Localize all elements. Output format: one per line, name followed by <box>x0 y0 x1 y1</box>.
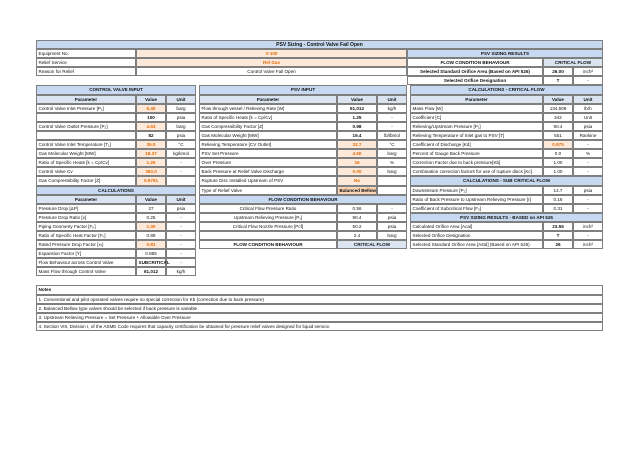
table-row <box>36 131 603 140</box>
parameter-label: Control Valve Inlet Temperature [T₁] <box>36 140 136 149</box>
area-value: 26.00 <box>543 67 573 76</box>
parameter-label: Relieving/Upstream Pressure [P₁] <box>410 122 543 131</box>
parameter-label: Upstream Relieving Pressure [P₁] <box>199 213 337 222</box>
parameter-unit: barg <box>377 231 407 240</box>
parameter-unit: barg <box>166 122 196 131</box>
parameter-label: Combination correction factors for use of rupture discs [Kc] <box>410 167 543 176</box>
col-value: Value <box>543 95 573 104</box>
note-item: 2. Balanced Bellow type valves should be selected if back pressure is variable <box>36 304 603 313</box>
table-row <box>36 249 603 258</box>
parameter-unit: inch² <box>573 222 603 231</box>
top-row-3 <box>36 67 603 76</box>
parameter-label: FLOW CONDITION BEHAVIOUR <box>199 240 337 249</box>
parameter-value: 61,012 <box>136 267 166 276</box>
col-parameter: Parameter <box>36 95 136 104</box>
calc-critical-title: CALCULATIONS - CRITICAL FLOW <box>410 85 603 94</box>
parameter-label: Gas Molecular Weight [MW] <box>199 131 337 140</box>
col-unit: Unit <box>573 95 603 104</box>
parameter-label: Ratio of Specific Heat Factor [Fₖ] <box>36 231 136 240</box>
parameter-unit: barg <box>377 149 407 158</box>
parameter-value: 1.00 <box>543 167 573 176</box>
sheet-title: PSV Sizing - Control Valve Fail Open <box>36 40 603 49</box>
psv-input-title: PSV INPUT <box>199 85 407 94</box>
reason-value[interactable]: Control Valve Fail Open <box>136 67 407 76</box>
parameter-label: PSV Set Pressure <box>199 149 337 158</box>
parameter-unit: psia <box>166 204 196 213</box>
parameter-value[interactable]: 0.975 <box>543 140 573 149</box>
parameter-label: Coefficient [C] <box>410 113 543 122</box>
parameter-unit <box>377 176 407 185</box>
parameter-value: T <box>543 231 573 240</box>
parameter-value: 2.4 <box>337 231 377 240</box>
title-row <box>36 40 603 49</box>
section-title: FLOW CONDITION BEHAVIOUR <box>199 195 407 204</box>
table-row <box>36 158 603 167</box>
parameter-label: Downstream Pressure [P₂] <box>410 186 543 195</box>
section-title: PSV SIZING RESULTS - BASED on API 526 <box>410 213 603 222</box>
equipment-value[interactable]: V-100 <box>136 49 407 58</box>
parameter-unit: - <box>573 167 603 176</box>
parameter-value: 551 <box>543 131 573 140</box>
parameter-unit: psia <box>377 213 407 222</box>
table-row <box>36 267 603 276</box>
parameter-label: Expansion Factor [Y] <box>36 249 136 258</box>
parameter-label: Gas Compressibility Factor [Z] <box>199 122 337 131</box>
parameter-label: Relieving Temperature [CV Outlet] <box>199 140 337 149</box>
parameter-unit: - <box>166 222 196 231</box>
parameter-unit: lb/h <box>573 104 603 113</box>
parameter-label: Gas Compressibility Factor [Z] <box>36 176 136 185</box>
table-row <box>36 104 603 113</box>
parameter-unit: kg/kmol <box>166 149 196 158</box>
parameter-label: Control Valve Inlet Pressure [P₁] <box>36 104 136 113</box>
spacer <box>36 276 603 285</box>
results-title: PSV SIZING RESULTS <box>407 49 603 58</box>
parameter-value: 82 <box>136 131 166 140</box>
parameter-value[interactable]: 6.49 <box>136 104 166 113</box>
parameter-unit: psia <box>573 186 603 195</box>
parameter-label: Mass Flow through Control Valve <box>36 267 136 276</box>
parameter-unit: barg <box>377 167 407 176</box>
parameter-value: 0.31 <box>543 204 573 213</box>
parameter-unit: lb/lbmol <box>377 131 407 140</box>
col-parameter: Parameter <box>410 95 543 104</box>
parameter-value: 1.00 <box>543 158 573 167</box>
col-unit: Unit <box>377 95 407 104</box>
empty-cell <box>199 258 407 267</box>
table-row <box>36 140 603 149</box>
top-row-4 <box>36 76 603 85</box>
parameter-value: 23.55 <box>543 222 573 231</box>
parameter-value: 19.4 <box>337 131 377 140</box>
parameter-value: 1.25 <box>337 113 377 122</box>
col-parameter: Parameter <box>36 195 136 204</box>
parameter-unit: - <box>573 195 603 204</box>
reason-label: Reason for Relief <box>36 67 136 76</box>
parameter-unit: Rankine <box>573 131 603 140</box>
cv-input-title: CONTROL VALVE INPUT <box>36 85 196 94</box>
parameter-label: Ratio of Specific Heats [k = Cp/Cv] <box>36 158 136 167</box>
parameter-value: 100 <box>136 113 166 122</box>
parameter-value: 0.89 <box>136 231 166 240</box>
note-item: 3. Upstream Relieving Pressure = Set Pressure + Allowable Over Pressure <box>36 313 603 322</box>
empty-cell <box>410 258 603 267</box>
parameter-label: Calculated Orifice Area [Acal] <box>410 222 543 231</box>
parameter-label: Back Pressure at Relief Valve Discharge <box>199 167 337 176</box>
top-row-2 <box>36 58 603 67</box>
parameter-value: 0.0 <box>543 149 573 158</box>
parameter-label: Coefficient of Discharge [Kd] <box>410 140 543 149</box>
parameter-value[interactable]: No <box>337 176 377 185</box>
parameter-unit: - <box>166 213 196 222</box>
parameter-unit <box>377 186 407 195</box>
parameter-unit: kg/h <box>166 267 196 276</box>
area-unit: inch² <box>573 67 603 76</box>
parameter-value[interactable]: 16 <box>337 158 377 167</box>
col-value: Value <box>136 195 166 204</box>
orifice-value: T <box>543 76 573 85</box>
parameter-label: Piping Geometry Factor [Fₚ] <box>36 222 136 231</box>
parameter-value: 134,508 <box>543 104 573 113</box>
table-row <box>36 204 603 213</box>
parameter-unit: % <box>377 158 407 167</box>
table-row <box>36 222 603 231</box>
empty-cell <box>199 267 407 276</box>
parameter-value: 27 <box>136 204 166 213</box>
parameter-label: Type of Relief Valve <box>199 186 337 195</box>
parameter-value[interactable]: 4.63 <box>136 122 166 131</box>
parameter-label: Pressure Drop Ratio [x] <box>36 213 136 222</box>
parameter-unit: psia <box>377 222 407 231</box>
parameter-unit: °C <box>166 140 196 149</box>
empty-cell <box>410 267 603 276</box>
parameter-value: 342 <box>543 113 573 122</box>
parameter-value: 0.25 <box>136 213 166 222</box>
parameter-value[interactable]: Balanced Bellow <box>337 186 377 195</box>
orifice-unit: - <box>573 76 603 85</box>
flow-behaviour-value: CRITICAL FLOW <box>543 58 603 67</box>
parameter-label: Over Pressure <box>199 158 337 167</box>
empty-cell <box>199 249 407 258</box>
orifice-label: Selected Orifice Designation <box>407 76 543 85</box>
parameter-label: Rupture Disc Installed Upstream of PSV <box>199 176 337 185</box>
parameter-unit: psia <box>166 131 196 140</box>
parameter-label <box>36 113 136 122</box>
parameter-label: Control Valve Outlet Pressure [P₂] <box>36 122 136 131</box>
parameter-value[interactable]: 1.00 <box>136 222 166 231</box>
parameter-label: Selected Standard Orifice Area [Astd] (Based on API 526) <box>410 240 543 249</box>
parameter-label: Critical Flow Nozzle Pressure [Pcf] <box>199 222 337 231</box>
service-value[interactable]: Rel Gas <box>136 58 407 67</box>
parameter-value: 0.16 <box>543 195 573 204</box>
parameter-value: 14.7 <box>543 186 573 195</box>
parameter-value: 50.2 <box>337 222 377 231</box>
parameter-unit: - <box>166 158 196 167</box>
parameter-unit: °C <box>377 140 407 149</box>
parameter-unit: - <box>573 158 603 167</box>
parameter-value[interactable]: 1.25 <box>136 158 166 167</box>
parameter-unit: psia <box>573 122 603 131</box>
flow-behaviour-label: FLOW CONDITION BEHAVIOUR <box>407 58 543 67</box>
table-row <box>36 240 603 249</box>
parameter-unit: - <box>573 204 603 213</box>
parameter-label: Relieving Temperature of Inlet gas to PSV [T] <box>410 131 543 140</box>
parameter-value: 90.4 <box>543 122 573 131</box>
parameter-label: Ratio of Back Pressure to Upstream Relieving Pressure [r] <box>410 195 543 204</box>
parameter-unit: - <box>377 113 407 122</box>
parameter-label: Flow through vessel / Relieving Rate [W] <box>199 104 337 113</box>
notes-section <box>36 285 603 330</box>
parameter-label: Correction Factor due to back pressure[Kb] <box>410 158 543 167</box>
area-label: Selected Standard Orifice Area (Based on API 526) <box>407 67 543 76</box>
parameter-unit: - <box>377 204 407 213</box>
parameter-label: Selected Orifice Designation <box>410 231 543 240</box>
table-row <box>36 122 603 131</box>
parameter-value[interactable]: 0.9791 <box>136 176 166 185</box>
parameter-unit: barg <box>166 104 196 113</box>
parameter-unit: % <box>573 149 603 158</box>
parameter-unit <box>166 176 196 185</box>
parameter-unit: - <box>166 249 196 258</box>
col-value: Value <box>337 95 377 104</box>
parameter-label: Percent of Gauge Back Pressure <box>410 149 543 158</box>
parameter-unit: psia <box>166 113 196 122</box>
col-unit: Unit <box>166 195 196 204</box>
parameter-unit: inch² <box>573 240 603 249</box>
column-header-row <box>36 95 603 104</box>
parameter-unit: kg/h <box>377 104 407 113</box>
psv-sizing-sheet <box>36 40 603 331</box>
body-rows <box>36 104 603 277</box>
parameter-value[interactable]: 0.81 <box>136 240 166 249</box>
parameter-unit: - <box>573 231 603 240</box>
parameter-label: Rated Pressure Drop Factor [xₜ] <box>36 240 136 249</box>
parameter-unit: - <box>166 231 196 240</box>
table-row <box>36 213 603 222</box>
notes-title: Notes <box>36 285 603 294</box>
col-unit: Unit <box>166 95 196 104</box>
parameter-label: Flow Behaviour across Control Valve <box>36 258 136 267</box>
table-row <box>36 167 603 176</box>
parameter-label: Ratio of Specific Heats [k = Cp/Cv] <box>199 113 337 122</box>
parameter-value[interactable]: 18.37 <box>136 149 166 158</box>
note-item: 1. Conventional and pilot operated valves require no special correction for Kb (correction due to back pressure) <box>36 295 603 304</box>
table-row <box>36 186 603 195</box>
parameter-value[interactable]: 32.7 <box>337 140 377 149</box>
parameter-unit: - <box>166 258 196 267</box>
parameter-value: 0.98 <box>337 122 377 131</box>
parameter-value: 26 <box>543 240 573 249</box>
parameter-unit: - <box>377 122 407 131</box>
parameter-unit: - <box>166 240 196 249</box>
table-row <box>36 176 603 185</box>
service-label: Relief Service <box>36 58 136 67</box>
parameter-value[interactable]: 35.0 <box>136 140 166 149</box>
parameter-value: 61,012 <box>337 104 377 113</box>
parameter-label: Control Valve Cv <box>36 167 136 176</box>
parameter-unit: Unit <box>573 113 603 122</box>
col-parameter: Parameter <box>199 95 337 104</box>
parameter-label <box>36 131 136 140</box>
parameter-unit: - <box>166 167 196 176</box>
table-row <box>36 231 603 240</box>
parameter-label: Mass Flow [W] <box>410 104 543 113</box>
table-row <box>36 258 603 267</box>
section-title: CALCULATIONS <box>36 186 196 195</box>
parameter-unit: - <box>573 140 603 149</box>
parameter-label: Critical Flow Pressure Ratio <box>199 204 337 213</box>
table-row <box>36 149 603 158</box>
parameter-value[interactable]: 4.50 <box>337 149 377 158</box>
equipment-label: Equipment No. <box>36 49 136 58</box>
table-row <box>36 113 603 122</box>
section-title: CALCULATIONS - SUB CRITICAL FLOW <box>410 176 603 185</box>
parameter-label: Pressure Drop [ΔP] <box>36 204 136 213</box>
parameter-value: 0.885 <box>136 249 166 258</box>
parameter-label: Coefficient of Subcritical Flow [F₂] <box>410 204 543 213</box>
parameter-value: SUBCRITICAL <box>136 258 166 267</box>
spacer <box>36 76 407 85</box>
parameter-value: 90.4 <box>337 213 377 222</box>
parameter-label <box>199 231 337 240</box>
note-item: 4. Section VIII, Division I, of the ASME Code requires that capacity certification be obtained for pressure relief valves designed for liquid service. <box>36 322 603 331</box>
parameter-label: Gas Molecular Weight [MW] <box>36 149 136 158</box>
col-value: Value <box>136 95 166 104</box>
parameter-value[interactable]: 350.0 <box>136 167 166 176</box>
parameter-value: CRITICAL FLOW <box>337 240 407 249</box>
parameter-value[interactable]: 0.00 <box>337 167 377 176</box>
table-row <box>36 195 603 204</box>
empty-cell <box>410 249 603 258</box>
top-row-1 <box>36 49 603 58</box>
section-header-row <box>36 85 603 94</box>
parameter-value: 0.56 <box>337 204 377 213</box>
